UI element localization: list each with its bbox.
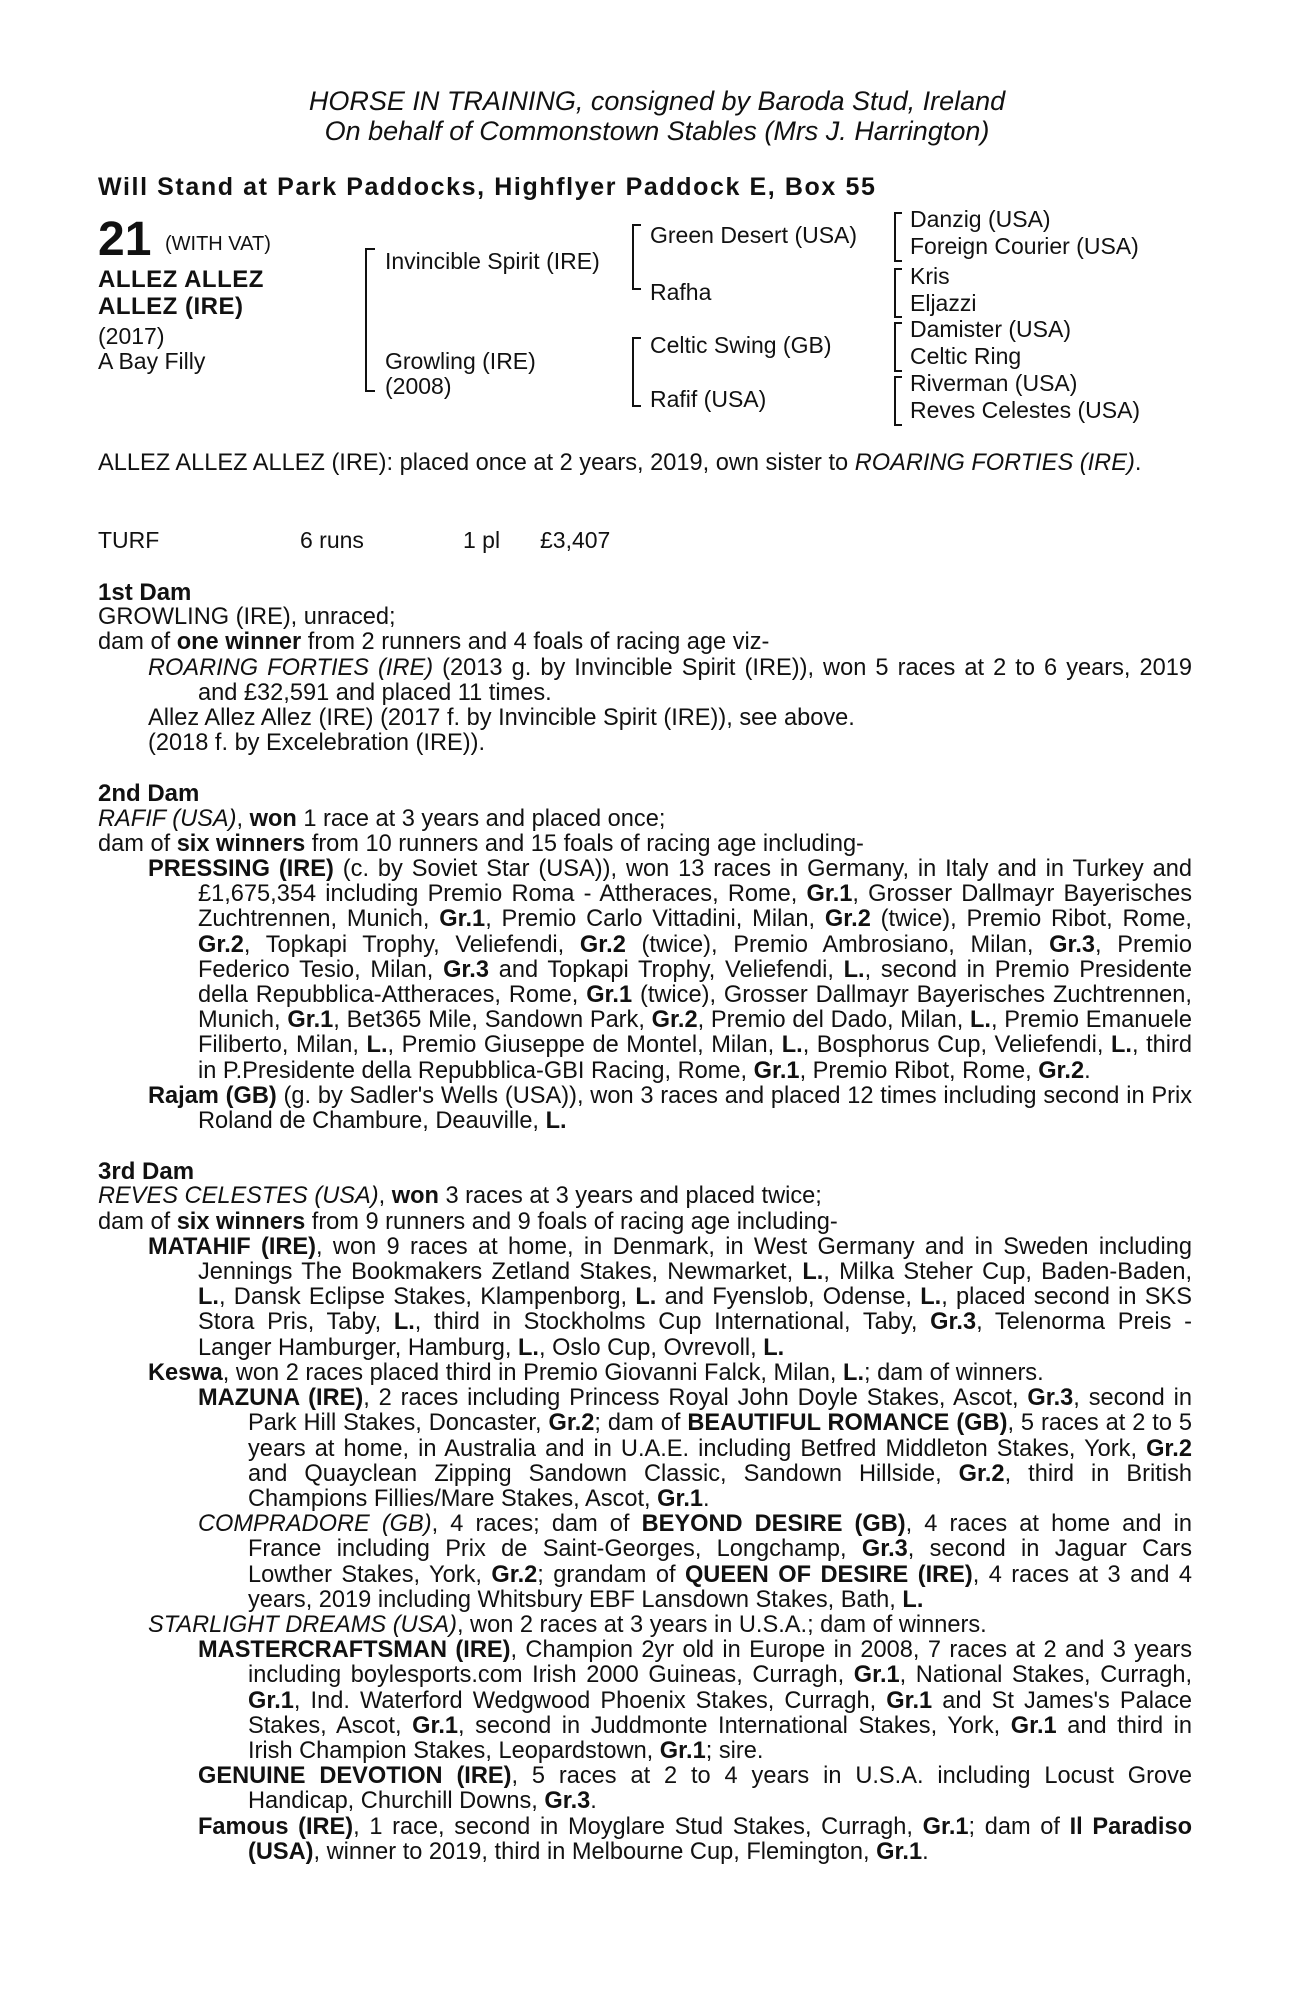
produce-entry-famous: Famous (IRE), 1 race, second in Moyglare Stud Stakes, Curragh, Gr.1; dam of Il Paradiso (USA), winner to 2019, third in Melbourne Cup, Flemington, Gr.1.	[198, 1813, 1192, 1865]
pedigree-gg-6: Celtic Ring	[910, 343, 1022, 369]
pedigree-gg-3: Kris	[910, 263, 950, 289]
stand-location: Will Stand at Park Paddocks, Highflyer Paddock E, Box 55	[98, 173, 877, 201]
third-dam-produce-line: dam of six winners from 9 runners and 9 foals of racing age including-	[98, 1208, 838, 1235]
sire-dam-brace	[365, 248, 375, 392]
produce-entry-pressing: PRESSING (IRE) (c. by Soviet Star (USA)), won 13 races in Germany, in Italy and in Turkey and £1,675,354 including Premio Roma - Attheraces, Rome, Gr.1, Grosser Dallmayr Bayerisches Zuchtrennen, Munich, Gr.1, Premio Carlo Vittadini, Milan, Gr.2 (twice), Premio Ribot, Rome, Gr.2, Topkapi Trophy, Veliefendi, Gr.2 (twice), Premio Ambrosiano, Milan, Gr.3, Premio Federico Tesio, Milan, Gr.3 and Topkapi Trophy, Veliefendi, L., second in Premio Presidente della Repubblica-Attheraces, Rome, Gr.1 (twice), Grosser Dallmayr Bayerisches Zuchtrennen, Munich, Gr.1, Bet365 Mile, Sandown Park, Gr.2, Premio del Dado, Milan, L., Premio Emanuele Filiberto, Milan, L., Premio Giuseppe de Montel, Milan, L., Bosphorus Cup, Veliefendi, L., third in P.Presidente della Repubblica-GBI Racing, Rome, Gr.1, Premio Ribot, Rome, Gr.2.	[148, 856, 1193, 1084]
consignor-line: HORSE IN TRAINING, consigned by Baroda Stud, Ireland	[308, 86, 1006, 116]
produce-entry-keswa: Keswa, won 2 races placed third in Premio Giovanni Falck, Milan, L.; dam of winners.	[148, 1359, 1044, 1386]
pedigree-gg-4: Eljazzi	[910, 290, 977, 316]
produce-entry-mastercraftsman: MASTERCRAFTSMAN (IRE), Champion 2yr old in Europe in 2008, 7 races at 2 and 3 years including boylesports.com Irish 2000 Guineas, Curragh, Gr.1, National Stakes, Curragh, Gr.1, Ind. Waterford Wedgwood Phoenix Stakes, Curragh, Gr.1 and St James's Palace Stakes, Ascot, Gr.1, second in Juddmonte International Stakes, York, Gr.1 and third in Irish Champion Stakes, Leopardstown, Gr.1; sire.	[198, 1637, 1193, 1764]
pedigree-sire-sire: Green Desert (USA)	[650, 222, 858, 248]
first-dam-produce-line: dam of one winner from 2 runners and 4 foals of racing age viz-	[98, 629, 770, 656]
pedigree-gg-5: Damister (USA)	[910, 316, 1072, 342]
produce-entry: (2018 f. by Excelebration (IRE)).	[148, 730, 486, 757]
third-dam-heading: 3rd Dam	[98, 1158, 195, 1186]
pedigree-dam-year: (2008)	[385, 373, 452, 399]
g-brace-2	[894, 268, 902, 318]
g-brace-3	[894, 322, 902, 372]
foaling-year: (2017)	[98, 323, 165, 349]
produce-entry-rajam: Rajam (GB) (g. by Sadler's Wells (USA)), won 3 races and placed 12 times including second in Prix Roland de Chambure, Deauville, L.	[148, 1082, 1192, 1135]
g-brace-1	[894, 212, 902, 262]
horse-description: A Bay Filly	[98, 348, 206, 374]
record-placed: 1 pl	[463, 527, 501, 553]
record-earnings: £3,407	[540, 527, 611, 553]
horse-name-line1: ALLEZ ALLEZ	[98, 266, 264, 293]
pedigree-sire: Invincible Spirit (IRE)	[385, 248, 600, 274]
third-dam-line: REVES CELESTES (USA), won 3 races at 3 years and placed twice;	[98, 1183, 822, 1210]
second-dam-heading: 2nd Dam	[98, 780, 200, 808]
vat-note: (WITH VAT)	[165, 233, 271, 255]
pedigree-dam-dam: Rafif (USA)	[650, 386, 767, 412]
first-dam-line: GROWLING (IRE), unraced;	[98, 604, 396, 631]
family-section	[98, 580, 1192, 1865]
produce-entry: Allez Allez Allez (IRE) (2017 f. by Invincible Spirit (IRE)), see above.	[148, 705, 855, 732]
pedigree-gg-7: Riverman (USA)	[910, 370, 1078, 396]
dam-line-brace	[632, 337, 641, 407]
pedigree-gg-1: Danzig (USA)	[910, 206, 1051, 232]
pedigree-sire-dam: Rafha	[650, 279, 712, 305]
produce-entry: ROARING FORTIES (IRE) (2013 g. by Invincible Spirit (IRE)), won 5 races at 2 to 6 years, 2019 and £32,591 and placed 11 times.	[148, 654, 1192, 706]
second-dam-produce-line: dam of six winners from 10 runners and 15 foals of racing age including-	[98, 830, 864, 857]
produce-entry-compradore: COMPRADORE (GB), 4 races; dam of BEYOND DESIRE (GB), 4 races at home and in France including Prix de Saint-Georges, Longchamp, Gr.3, second in Jaguar Cars Lowther Stakes, York, Gr.2; grandam of QUEEN OF DESIRE (IRE), 4 races at 3 and 4 years, 2019 including Whitsbury EBF Lansdown Stakes, Bath, L.	[198, 1511, 1192, 1613]
first-dam-heading: 1st Dam	[98, 579, 192, 606]
pedigree-dam: Growling (IRE)	[385, 348, 536, 374]
produce-entry-genuine-devotion: GENUINE DEVOTION (IRE), 5 races at 2 to 4 years in U.S.A. including Locust Grove Handicap, Churchill Downs, Gr.3.	[198, 1763, 1192, 1815]
produce-entry-starlight-dreams: STARLIGHT DREAMS (USA), won 2 races at 3 years in U.S.A.; dam of winners.	[148, 1611, 987, 1638]
record-surface: TURF	[98, 527, 160, 553]
record-runs: 6 runs	[300, 527, 364, 553]
pedigree-gg-8: Reves Celestes (USA)	[910, 397, 1141, 423]
lot-number: 21	[98, 213, 152, 266]
lot-summary: ALLEZ ALLEZ ALLEZ (IRE): placed once at 2 years, 2019, own sister to ROARING FORTIES (IRE).	[98, 450, 1142, 476]
produce-entry-matahif: MATAHIF (IRE), won 9 races at home, in Denmark, in West Germany and in Sweden including Jennings The Bookmakers Zetland Stakes, Newmarket, L., Milka Steher Cup, Baden-Baden, L., Dansk Eclipse Stakes, Klampenborg, L. and Fyenslob, Odense, L., placed second in SKS Stora Pris, Taby, L., third in Stockholms Cup International, Taby, Gr.3, Telenorma Preis - Langer Hamburger, Hamburg, L., Oslo Cup, Ovrevoll, L.	[148, 1233, 1192, 1361]
g-brace-4	[894, 376, 902, 426]
produce-entry-mazuna: MAZUNA (IRE), 2 races including Princess Royal John Doyle Stakes, Ascot, Gr.3, second in Park Hill Stakes, Doncaster, Gr.2; dam of BEAUTIFUL ROMANCE (GB), 5 races at 2 to 5 years at home, in Australia and in U.A.E. including Betfred Middleton Stakes, York, Gr.2 and Quayclean Zipping Sandown Classic, Sandown Hillside, Gr.2, third in British Champions Fillies/Mare Stakes, Ascot, Gr.1.	[198, 1385, 1192, 1512]
pedigree-gg-2: Foreign Courier (USA)	[910, 233, 1139, 259]
sire-line-brace	[632, 224, 641, 290]
pedigree-dam-sire: Celtic Swing (GB)	[650, 332, 832, 358]
horse-name-line2: ALLEZ (IRE)	[98, 293, 244, 320]
consignor-behalf-line: On behalf of Commonstown Stables (Mrs J. Harrington)	[324, 116, 990, 146]
second-dam-line: RAFIF (USA), won 1 race at 3 years and placed once;	[98, 805, 666, 832]
